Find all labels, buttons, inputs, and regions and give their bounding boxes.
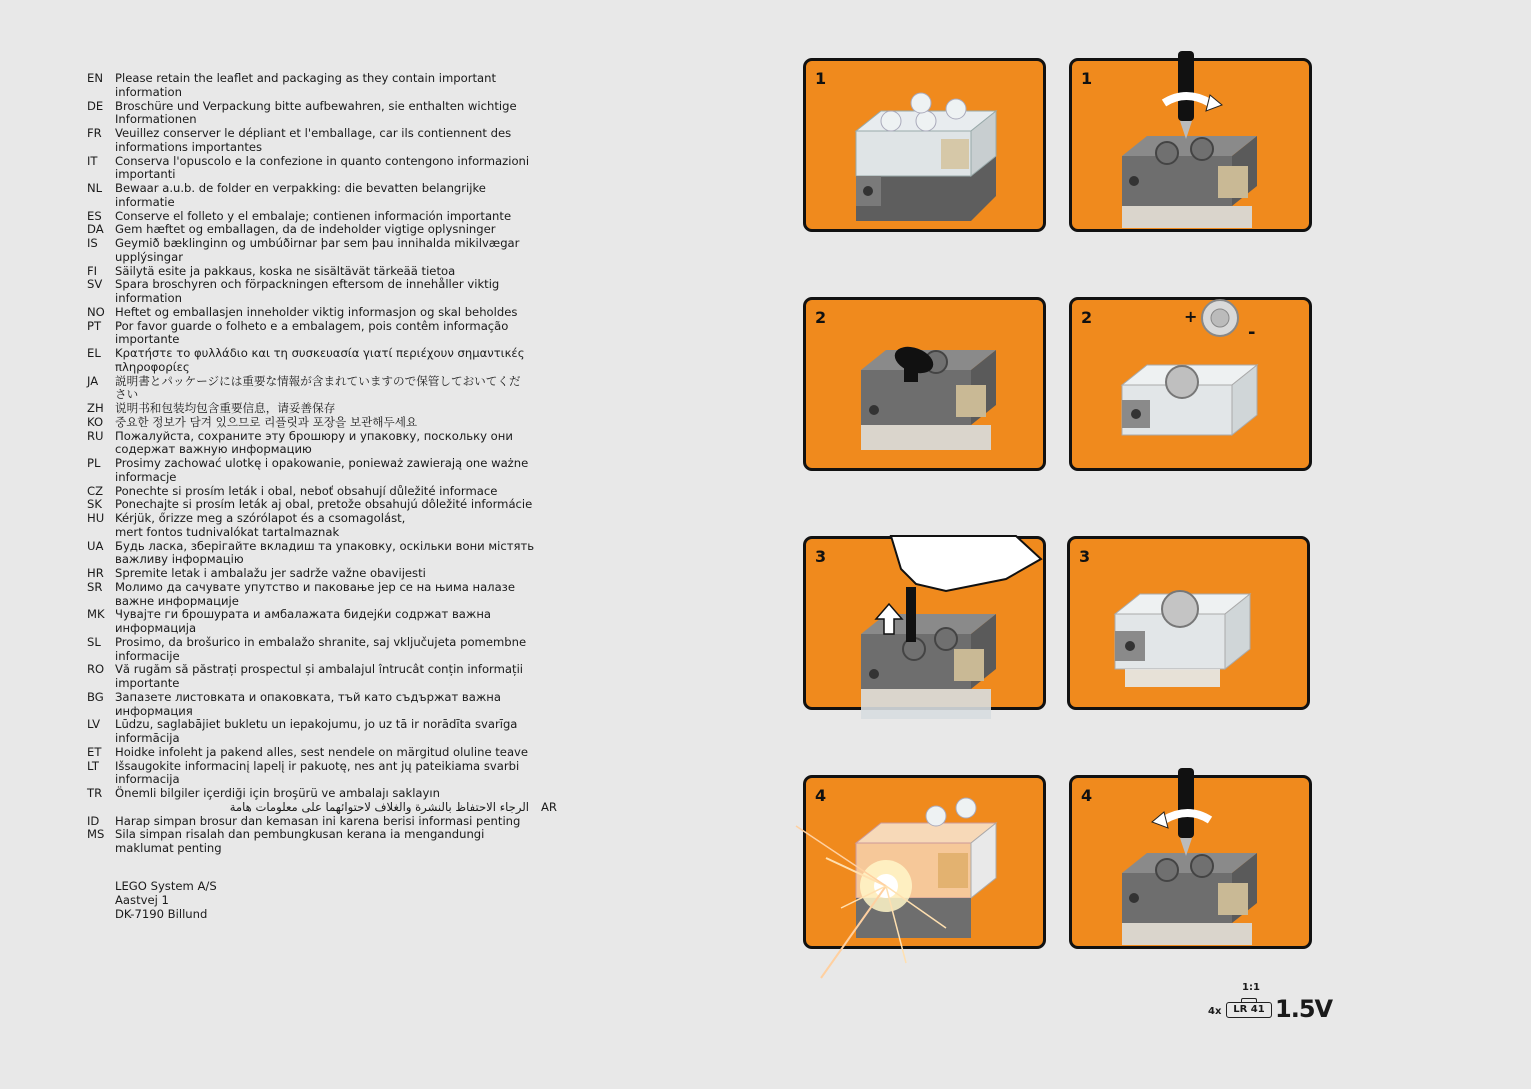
language-code: LV: [87, 717, 101, 732]
language-code: SK: [87, 497, 102, 512]
language-row-ms: [87, 828, 557, 856]
language-code: SV: [87, 277, 103, 292]
transparent-brick-illustration: [806, 61, 1049, 235]
step-number: 2: [1081, 308, 1093, 327]
language-code: JA: [87, 373, 99, 388]
language-row-lt: [87, 760, 557, 788]
language-row-ua: [87, 540, 557, 568]
address-line-2: Aastvej 1: [115, 892, 169, 907]
language-notice-text: Vă rugăm să păstrați prospectul și ambalajul întrucât conțin informații importante: [115, 662, 524, 690]
language-notice-text: Prosimy zachować ulotkę i opakowanie, ponieważ zawierają one ważne informacje: [115, 456, 529, 484]
language-code: FI: [87, 263, 98, 278]
svg-text:-: -: [1248, 322, 1256, 343]
language-row-sv: [87, 278, 557, 306]
press-switch-illustration: [806, 539, 1049, 713]
language-row-ja: [87, 375, 557, 403]
language-notice-text: Будь ласка, зберігайте вкладиш та упаковку, оскільки вони містять важливу інформацію: [115, 538, 535, 567]
step-number: 4: [1081, 786, 1093, 805]
step-number: 3: [1079, 547, 1091, 566]
language-notice-text: Kérjük, őrizze meg a szórólapot és a csomagolást, mert fontos tudnivalókat tartalmaznak: [115, 511, 406, 539]
language-row-ar: [87, 801, 557, 815]
step-number: 2: [815, 308, 827, 327]
language-row-lv: [87, 718, 557, 746]
language-code: KO: [87, 414, 104, 429]
remove-lid-illustration: [806, 300, 1049, 474]
language-row-nl: [87, 182, 557, 210]
step-panel-2b: [1069, 297, 1312, 471]
language-code: CZ: [87, 483, 104, 498]
language-notice-text: Κρατήστε το φυλλάδιο και τη συσκευασία γιατί περιέχουν σημαντικές πληροφορίες: [115, 346, 525, 374]
svg-text:+: +: [1184, 307, 1198, 326]
language-row-bg: [87, 691, 557, 719]
language-code: HU: [87, 511, 105, 525]
step-panel-2a: [803, 297, 1046, 471]
step-panel-4b: [1069, 775, 1312, 949]
language-notice-text: Sila simpan risalah dan pembungkusan kerana ia mengandungi maklumat penting: [115, 827, 485, 855]
company-address: [115, 880, 217, 921]
language-row-sk: [87, 498, 557, 512]
step-number: 3: [815, 547, 827, 566]
language-row-mk: [87, 608, 557, 636]
language-row-hu: [87, 512, 557, 540]
language-code: FR: [87, 126, 102, 140]
address-line-1: LEGO System A/S: [115, 879, 217, 893]
language-code: SR: [87, 579, 103, 594]
language-notice-text: Veuillez conserver le dépliant et l'emballage, car ils contiennent des informations importantes: [115, 126, 512, 154]
step-panel-1b: [1069, 58, 1312, 232]
language-code: UA: [87, 538, 104, 553]
language-notice-text: Запазете листовката и опаковката, тъй като съдържат важна информация: [115, 689, 501, 718]
language-notice-text: Önemli bilgiler içerdiği için broşürü ve ambalajı saklayın: [115, 786, 440, 800]
language-row-et: [87, 746, 557, 760]
language-code: EL: [87, 346, 101, 360]
language-row-fr: [87, 127, 557, 155]
language-notice-text: Prosimo, da brošurico in embalažo shranite, saj vključujeta pomembne informacije: [115, 634, 527, 663]
address-line-3: DK-7190 Billund: [115, 906, 208, 921]
language-code: ET: [87, 744, 102, 759]
language-notice-text: Išsaugokite informacinį lapelį ir pakuotę, nes ant jų pateikiama svarbi informacija: [115, 758, 520, 787]
language-row-el: [87, 347, 557, 375]
language-row-ko: [87, 416, 557, 430]
language-notice-text: Пожалуйста, сохраните эту брошюру и упаковку, поскольку они содержат важную информацию: [115, 428, 513, 457]
scale-ratio: 1:1: [1242, 982, 1260, 993]
language-row-ru: [87, 430, 557, 458]
language-code: DE: [87, 98, 104, 113]
language-notice-text: Молимо да сачувате упутство и паковање јер се на њима налазе важне информације: [115, 579, 515, 608]
language-notice-text: Ponechajte si prosím leták aj obal, pretože obsahujú dôležité informácie: [115, 497, 533, 512]
language-row-no: [87, 306, 557, 320]
step-panel-3b: [1067, 536, 1310, 710]
screwdriver-close-illustration: [1072, 778, 1315, 952]
language-notice-text: 説明書とパッケージには重要な情報が含まれていますので保管しておいてくだ さい: [115, 373, 521, 402]
language-notice-text: Please retain the leaflet and packaging as they contain important information: [115, 71, 497, 99]
step-number: 4: [815, 786, 827, 805]
step-panel-3a: [803, 536, 1046, 710]
language-notice-text: Gem hæftet og emballagen, da de indeholder vigtige oplysninger: [115, 222, 496, 237]
language-code: AR: [541, 799, 557, 814]
language-notice-text: Чувајте ги брошурата и амбалажата бидејќи содржат важна информација: [115, 607, 492, 635]
battery-installed-illustration: [1070, 539, 1313, 713]
language-notice-text: Spara broschyren och förpackningen eftersom de innehåller viktig information: [115, 277, 500, 305]
language-code: ES: [87, 208, 102, 223]
language-row-sl: [87, 636, 557, 664]
language-code: NO: [87, 304, 105, 319]
battery-voltage: 1.5V: [1275, 995, 1333, 1023]
language-notice-text: 중요한 정보가 담겨 있으므로 리플릿과 포장을 보관해두세요: [115, 414, 418, 429]
language-row-zh: [87, 402, 557, 416]
language-code: LT: [87, 758, 99, 773]
language-code: SL: [87, 634, 101, 649]
language-row-is: [87, 237, 557, 265]
language-code: IS: [87, 236, 98, 250]
language-row-id: [87, 815, 557, 829]
language-notice-text: 说明书和包装均包含重要信息，请妥善保存: [115, 401, 336, 415]
language-code: IT: [87, 153, 98, 168]
language-code: HR: [87, 566, 104, 580]
language-row-hr: [87, 567, 557, 581]
step-number: 1: [1081, 69, 1093, 88]
language-row-pl: [87, 457, 557, 485]
language-notice-text: Hoidke infoleht ja pakend alles, sest nendele on märgitud oluline teave: [115, 744, 529, 759]
language-row-da: [87, 223, 557, 237]
language-row-pt: [87, 320, 557, 348]
insert-battery-illustration: [1072, 300, 1315, 474]
language-code: RO: [87, 662, 105, 677]
language-notice-text: Por favor guarde o folheto e a embalagem, pois contêm informação importante: [115, 318, 509, 347]
step-number: 1: [815, 69, 827, 88]
language-row-it: [87, 155, 557, 183]
language-notice-text: Conserve el folleto y el embalaje; contienen información importante: [115, 208, 512, 223]
language-notice-text: Geymið bæklinginn og umbúðirnar þar sem þau innihalda mikilvægar upplýsingar: [115, 236, 520, 264]
language-row-fi: [87, 265, 557, 279]
language-code: MK: [87, 607, 105, 622]
language-code: BG: [87, 689, 104, 704]
step-panel-4a: [803, 775, 1046, 949]
lit-brick-illustration: [806, 778, 1049, 952]
language-code: PT: [87, 318, 102, 333]
language-row-en: [87, 72, 557, 100]
language-row-ro: [87, 663, 557, 691]
language-notice-text: Ponechte si prosím leták i obal, neboť obsahují důležité informace: [115, 483, 498, 498]
language-notice-list: [87, 72, 557, 856]
language-row-es: [87, 210, 557, 224]
language-row-cz: [87, 485, 557, 499]
language-code: ZH: [87, 401, 104, 415]
language-code: EN: [87, 71, 103, 85]
battery-type-label: LR 41: [1226, 1002, 1272, 1018]
step-panel-1a: [803, 58, 1046, 232]
language-code: ID: [87, 813, 100, 828]
language-notice-text: Harap simpan brosur dan kemasan ini karena berisi informasi penting: [115, 813, 521, 828]
language-notice-text: Heftet og emballasjen inneholder viktig informasjon og skal beholdes: [115, 304, 518, 319]
language-notice-text: Säilytä esite ja pakkaus, koska ne sisältävät tärkeää tietoa: [115, 263, 456, 278]
battery-spec: [1206, 982, 1333, 1027]
battery-count: 4x: [1208, 1006, 1222, 1017]
language-notice-text: Lūdzu, saglabājiet bukletu un iepakojumu, jo uz tā ir norādīta svarīga informācija: [115, 717, 518, 745]
language-code: NL: [87, 181, 103, 195]
language-code: PL: [87, 456, 101, 470]
language-notice-text: Conserva l'opuscolo e la confezione in quanto contengono informazioni importanti: [115, 153, 530, 182]
language-row-sr: [87, 581, 557, 609]
language-code: RU: [87, 428, 104, 443]
screwdriver-open-illustration: [1072, 61, 1315, 235]
language-notice-text: الرجاء الاحتفاظ بالنشرة والغلاف لاحتوائهما على معلومات هامة: [229, 799, 529, 814]
language-notice-text: Spremite letak i ambalažu jer sadrže važne obavijesti: [115, 566, 426, 580]
language-code: MS: [87, 827, 105, 842]
language-code: DA: [87, 222, 104, 237]
language-row-tr: [87, 787, 557, 801]
language-notice-text: Bewaar a.u.b. de folder en verpakking: die bevatten belangrijke informatie: [115, 181, 486, 209]
language-code: TR: [87, 786, 103, 800]
language-notice-text: Broschüre und Verpackung bitte aufbewahren, sie enthalten wichtige Informationen: [115, 98, 517, 127]
language-row-de: [87, 100, 557, 128]
